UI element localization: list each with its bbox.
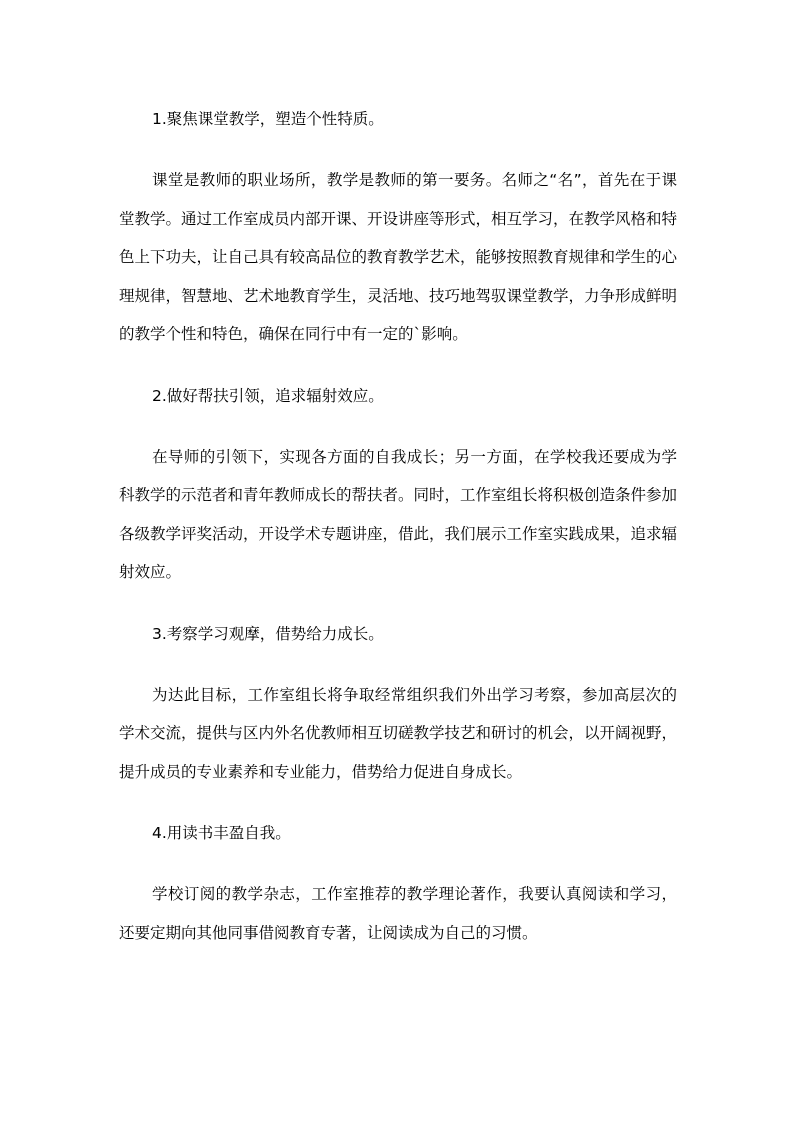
section-4-heading: 4.用读书丰盈自我。 (152, 824, 291, 842)
section-4-paragraph: 学校订阅的教学杂志，工作室推荐的教学理论著作，我要认真阅读和学习，还要定期向其他同事借阅教育专著，让阅读成为自己的习惯。 (119, 885, 677, 942)
section-1-heading: 1.聚焦课堂教学，塑造个性特质。 (152, 110, 384, 128)
section-1-paragraph: 课堂是教师的职业场所，教学是教师的第一要务。名师之“名”，首先在于课堂教学。通过工作室成员内部开课、开设讲座等形式，相互学习，在教学风格和特色上下功夫，让自己具有较高品位的教育教学艺术，能够按照教育规律和学生的心理规律，智慧地、艺术地教育学生，灵活地、技巧地驾驭课堂教学，力争形成鲜明的教学个性和特色，确保在同行中有一定的`影响。 (119, 171, 678, 343)
section-3-heading: 3.考察学习观摩，借势给力成长。 (152, 624, 384, 643)
document-body (119, 100, 677, 975)
section-2-heading: 2.做好帮扶引领，追求辐射效应。 (152, 386, 384, 405)
section-3-paragraph: 为达此目标，工作室组长将争取经常组织我们外出学习考察，参加高层次的学术交流，提供与区内外名优教师相互切磋教学技艺和研讨的机会，以开阔视野，提升成员的专业素养和专业能力，借势给力促进自身成长。 (119, 685, 678, 781)
section-2-paragraph: 在导师的引领下，实现各方面的自我成长；另一方面，在学校我还要成为学科教学的示范者和青年教师成长的帮扶者。同时，工作室组长将积极创造条件参加各级教学评奖活动，开设学术专题讲座，借此，我们展示工作室实践成果，追求辐射效应。 (119, 447, 678, 581)
